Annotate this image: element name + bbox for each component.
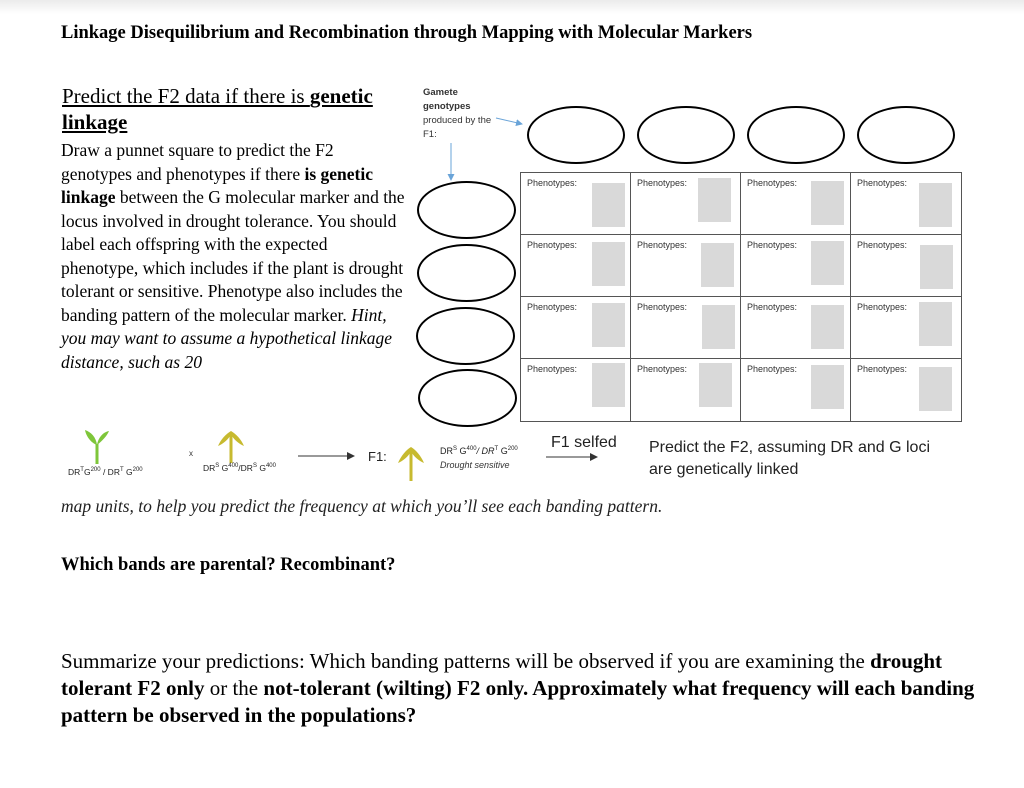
geno-sup: 200	[507, 446, 518, 452]
document-title: Linkage Disequilibrium and Recombination through Mapping with Molecular Markers	[61, 23, 753, 43]
placeholder-box	[592, 183, 625, 227]
placeholder-box	[592, 363, 625, 407]
geno-sup: 200	[90, 467, 101, 474]
punnett-cell[interactable]	[521, 235, 631, 297]
cell-label: Phenotypes:	[637, 178, 688, 188]
cell-label: Phenotypes:	[857, 240, 908, 250]
tolerant-seedling-icon	[82, 428, 112, 466]
cell-label: Phenotypes:	[527, 240, 578, 250]
instructions-continuation: map units, to help you predict the frequency at which you’ll see each banding pattern.	[61, 496, 663, 516]
cell-label: Phenotypes:	[747, 240, 798, 250]
geno-sup: T	[119, 467, 124, 474]
geno-sup: 400	[228, 463, 239, 470]
gamete-oval-top-4[interactable]	[857, 106, 955, 164]
geno-sup: T	[80, 467, 84, 474]
cell-label: Phenotypes:	[527, 302, 578, 312]
gamete-oval-top-1[interactable]	[527, 106, 625, 164]
geno-sup: 200	[132, 467, 143, 474]
cell-label: Phenotypes:	[527, 178, 578, 188]
question-bands: Which bands are parental? Recombinant?	[61, 555, 396, 575]
cell-label: Phenotypes:	[637, 364, 688, 374]
cell-label: Phenotypes:	[857, 302, 908, 312]
gamete-oval-side-2[interactable]	[417, 244, 516, 302]
placeholder-box	[919, 367, 952, 411]
gamete-label-rest: produced by the F1:	[423, 115, 492, 140]
gamete-oval-top-3[interactable]	[747, 106, 845, 164]
geno-text: DR	[440, 446, 453, 456]
geno-sup: S	[453, 446, 458, 452]
geno-sup: 400	[265, 463, 276, 470]
geno-sup: 400	[466, 446, 477, 452]
punnett-cell[interactable]	[741, 297, 851, 359]
geno-text: G	[498, 446, 508, 456]
arrow-to-top-ovals	[496, 118, 522, 124]
punnett-cell[interactable]	[631, 359, 741, 421]
punnett-cell[interactable]	[851, 235, 961, 297]
f1-selfed-label: F1 selfed	[551, 434, 617, 451]
geno-text: G	[219, 463, 229, 473]
cell-label: Phenotypes:	[857, 178, 908, 188]
f1-phenotype: Drought sensitive	[440, 460, 510, 470]
punnett-cell[interactable]	[631, 297, 741, 359]
wilted-seedling-icon	[214, 426, 248, 464]
geno-text: / DR	[100, 467, 120, 477]
summary-question	[61, 648, 981, 729]
punnett-cell[interactable]	[741, 359, 851, 421]
punnett-cell[interactable]	[741, 173, 851, 235]
punnett-cell[interactable]	[851, 359, 961, 421]
heading-text: Predict the F2 data if there is	[62, 84, 310, 108]
instructions-bold: is genetic linkage	[61, 163, 374, 207]
summary-bold-1: drought tolerant F2 only	[61, 649, 943, 700]
gamete-oval-side-1[interactable]	[417, 181, 516, 239]
punnett-cell[interactable]	[851, 297, 961, 359]
placeholder-box	[592, 242, 625, 286]
geno-text: G	[83, 467, 91, 477]
cross-symbol: x	[189, 449, 193, 458]
geno-text: G	[123, 467, 133, 477]
geno-text: /DR	[238, 463, 253, 473]
gamete-oval-side-3[interactable]	[416, 307, 515, 365]
placeholder-box	[811, 241, 844, 285]
placeholder-box	[701, 243, 734, 287]
punnett-cell[interactable]	[631, 235, 741, 297]
punnett-cell[interactable]	[521, 359, 631, 421]
cell-label: Phenotypes:	[747, 364, 798, 374]
instructions-p1: Draw a punnet square to predict the F2 genotypes and phenotypes if there	[61, 140, 334, 184]
instructions-p2: between the G molecular marker and the locus involved in drought tolerance. You should label each offspring with the expected phenotype, which includes if the plant is drought tolerant or sensitive. Phenotype also includes the banding pattern of the molecular marker.	[61, 187, 405, 325]
punnett-cell[interactable]	[741, 235, 851, 297]
gamete-oval-top-2[interactable]	[637, 106, 735, 164]
geno-sup: S	[252, 463, 257, 470]
cell-label: Phenotypes:	[637, 302, 688, 312]
placeholder-box	[698, 178, 731, 222]
parent2-genotype	[203, 463, 276, 473]
gamete-label-bold: Gamete genotypes	[423, 87, 471, 112]
placeholder-box	[919, 183, 952, 227]
cell-label: Phenotypes:	[637, 240, 688, 250]
placeholder-box	[920, 245, 953, 289]
placeholder-box	[702, 305, 735, 349]
instructions-hint: Hint, you may want to assume a hypothetical linkage distance, such as 20	[61, 304, 392, 372]
placeholder-box	[699, 363, 732, 407]
punnett-cell[interactable]	[631, 173, 741, 235]
cell-label: Phenotypes:	[857, 364, 908, 374]
placeholder-box	[592, 303, 625, 347]
cell-label: Phenotypes:	[747, 302, 798, 312]
punnett-cell[interactable]	[851, 173, 961, 235]
placeholder-box	[811, 365, 844, 409]
summary-text-2: or the	[204, 676, 264, 700]
predict-f2-label: Predict the F2, assuming DR and G loci are genetically linked	[649, 439, 931, 478]
punnett-cell[interactable]	[521, 173, 631, 235]
placeholder-box	[811, 181, 844, 225]
geno-text: DR	[68, 467, 81, 477]
f1-genotype	[440, 446, 518, 456]
punnett-square	[520, 172, 962, 422]
cell-label: Phenotypes:	[527, 364, 578, 374]
f1-wilted-seedling-icon	[394, 442, 428, 482]
cell-label: Phenotypes:	[747, 178, 798, 188]
gamete-oval-side-4[interactable]	[418, 369, 517, 427]
summary-text-1: Summarize your predictions: Which banding patterns will be observed if you are examining the	[61, 649, 871, 673]
parent1-genotype	[68, 467, 143, 477]
geno-sup: T	[494, 446, 499, 452]
geno-text: DR	[203, 463, 216, 473]
placeholder-box	[811, 305, 844, 349]
geno-text: / DR	[476, 446, 495, 456]
geno-text: G	[256, 463, 266, 473]
summary-bold-2: not-tolerant (wilting) F2 only. Approximately what frequency will each banding pattern be observed in the populations?	[61, 676, 975, 727]
punnett-cell[interactable]	[521, 297, 631, 359]
geno-text: G	[457, 446, 467, 456]
f1-label: F1:	[368, 449, 387, 464]
heading-bold: genetic linkage	[62, 84, 373, 134]
placeholder-box	[919, 302, 952, 346]
geno-sup: S	[215, 463, 220, 470]
